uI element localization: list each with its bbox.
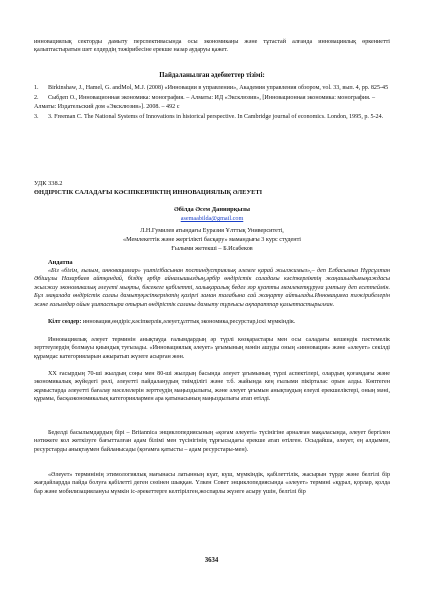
affiliation-line-1: Л.Н.Гумилев атындағы Еуразия Ұлттық Университеті, xyxy=(140,227,284,234)
article-title: ӨНДІРІСТІК САЛАДАҒЫ КӘСІПКЕРЛІКТІҢ ИННОВАЦИЯЛЫҚ ӘЛЕУЕТІ xyxy=(34,189,263,196)
reference-item xyxy=(34,84,390,92)
supervisor-line: Ғылыми жетекші – Б.Исабеков xyxy=(171,245,253,252)
references-title: Пайдаланылған әдебиеттер тізімі: xyxy=(159,72,265,79)
page-number: 3634 xyxy=(204,557,219,564)
affiliation-line-2: «Мемлекеттік және жергілікті басқару» мамандығы 3 курс студенті xyxy=(122,236,302,243)
reference-text: 3. Freeman C. The National Systems of Innovations in historical perspective. In Cambridge journal of economics. London, 1995, p. 5-24. xyxy=(48,113,384,120)
reference-item xyxy=(34,94,390,111)
abstract-text: «Біз «білім, ғылым, инновациялар» үштігібасынан постиндустриялық әлемге қарай жылжимыз»,– деп Елбасымыз Нұрсұлтан Әбішұлы Назарбаев айтқандай, біздің әрбір айналышыздың,әрбір өндірістік саладағы кәсіпкерліктің жаңашылдығықаждасы жылжиу экономикалық әлеуеті мықты, бәсекеге қабілетті, халықаралық бедел зор қуатты мемлекетқұруға ұмтылу деп есептеймін. Бұл мақалада өндірістік салаы дамытуқәсіпкерліктің қазіргі заман талабына сай жаңарту айтылады.Инновацияға тәжірибелерін және ғалымдар ойын ұштастыра отырып өндірістік саланы дамыту тұрғысы ақпараттар қалыптастырылған. xyxy=(34,268,390,308)
intro-paragraph xyxy=(34,38,390,55)
keywords-text: инновация,өндіріс,кәсіпкерлік,әлеует,ұлттық экономика,ресурстар,іскі мүмкіндік. xyxy=(82,319,296,325)
reference-number: 1. xyxy=(34,85,39,91)
reference-item xyxy=(34,113,390,121)
keywords-label: Кілт сөздер: xyxy=(48,319,82,325)
reference-number: 3. xyxy=(34,113,39,120)
udc-code: УДК 338.2 xyxy=(34,180,63,187)
keywords-line xyxy=(34,318,390,326)
body-paragraph: Беделді басылымдардың бірі – Britannica энциклопедиясының «қоғам әлеуеті» түсінігіне арналған мақаласында, әлеует бергілен нәтижеге кол жеткізуге бағытталған адам білімі мен түсінігінің тұрғысыдағы ерекше атап өтілген. Осыдайша, әлеует, ең алдымен, ресурстарды анықтаумен байланысады (қоғамға қатысты – адам ресурстары-мен). xyxy=(34,430,390,453)
references-list xyxy=(34,84,390,121)
author-email[interactable] xyxy=(34,215,390,222)
intro-text: инновациялық секторды дамыту перспективасында осы экономикаңы және тұтастай алғанда инновациялық өркениетті қалыптастыратын шет елдердің тәжірибесіне ерекше назар аударуы қажет. xyxy=(34,39,390,54)
reference-text: Birkinshaw, J., Hamel, G. andMol, M.J. (2008) «Инновации в управлении», Академия управления обзором, vol. 33, вып. 4, рр. 825-45 xyxy=(48,85,389,91)
reference-text: Сыбдеп О., Инновационная экономика: монография. – Алматы: ИД «Эксклюзив», [Инновационная экономика: монография. – Алматы: Издательский дом «Эксклюзив»]. 2008. – 492 с xyxy=(34,95,376,110)
body-paragraph: ХХ ғасырдың 70-ші жылдың соңы мен 80-ші жылдың басында әлеует ұғымының түрлі аспектілері, олардың қоғамдағы және экономикалық жүйедегі рөлі, әлеуетті пайдаланудың тиімділігі және т.б. жайында кең ғылыми пікірталас орын алды. Көптеген жұмыстарда әлеуетті бағалау мәселелерін зерттеудің маңыздылығы, және әлеует ұғымын анықтаудың елеулі ерекшеліктері, оның мәні, құрамы, басқаэкономикалық категориялармен ара қатынасының маңыздылығы атап өтілді. xyxy=(34,371,390,403)
email-link[interactable]: asemaabilda@gmail.com xyxy=(180,215,244,222)
author-name: Әбілда Әсем Даниярқызы xyxy=(174,206,250,213)
abstract-label: Андатпа xyxy=(48,259,73,266)
body-paragraph: Инновациялық әлеует терминін анықтауда ғалымдардың әр түрлі көзқарастары мен осы саладағы кешендік пәстемелік зерттеулердің болмауы қиындық туғызады. «Инновациялық әлеует» ұғымының мәнін ашуды оның «инновация» және «әлеует» секілді құрамдас категорияларын ажыратып жүзеге асырған жөн. xyxy=(34,337,390,360)
reference-number: 2. xyxy=(34,95,39,102)
body-paragraph: «Әлеует» терминінің этимологиялық мағынасы латынның күат, күш, мүмкіндік, қабілеттілік, жасырын түрде және белгілі бір жағдайлардда пайда болуға қабілетті деген сөзінен шыққан. Үлкен Совет энциклопедиясында «әлеует» термині «құрал, қорлар, қолда бар және мобилизациялануы мүмкін іс-әрекеттерге келтірілген,жоспарлы жүзеге асыру үшін, белгілі бір xyxy=(34,472,390,495)
